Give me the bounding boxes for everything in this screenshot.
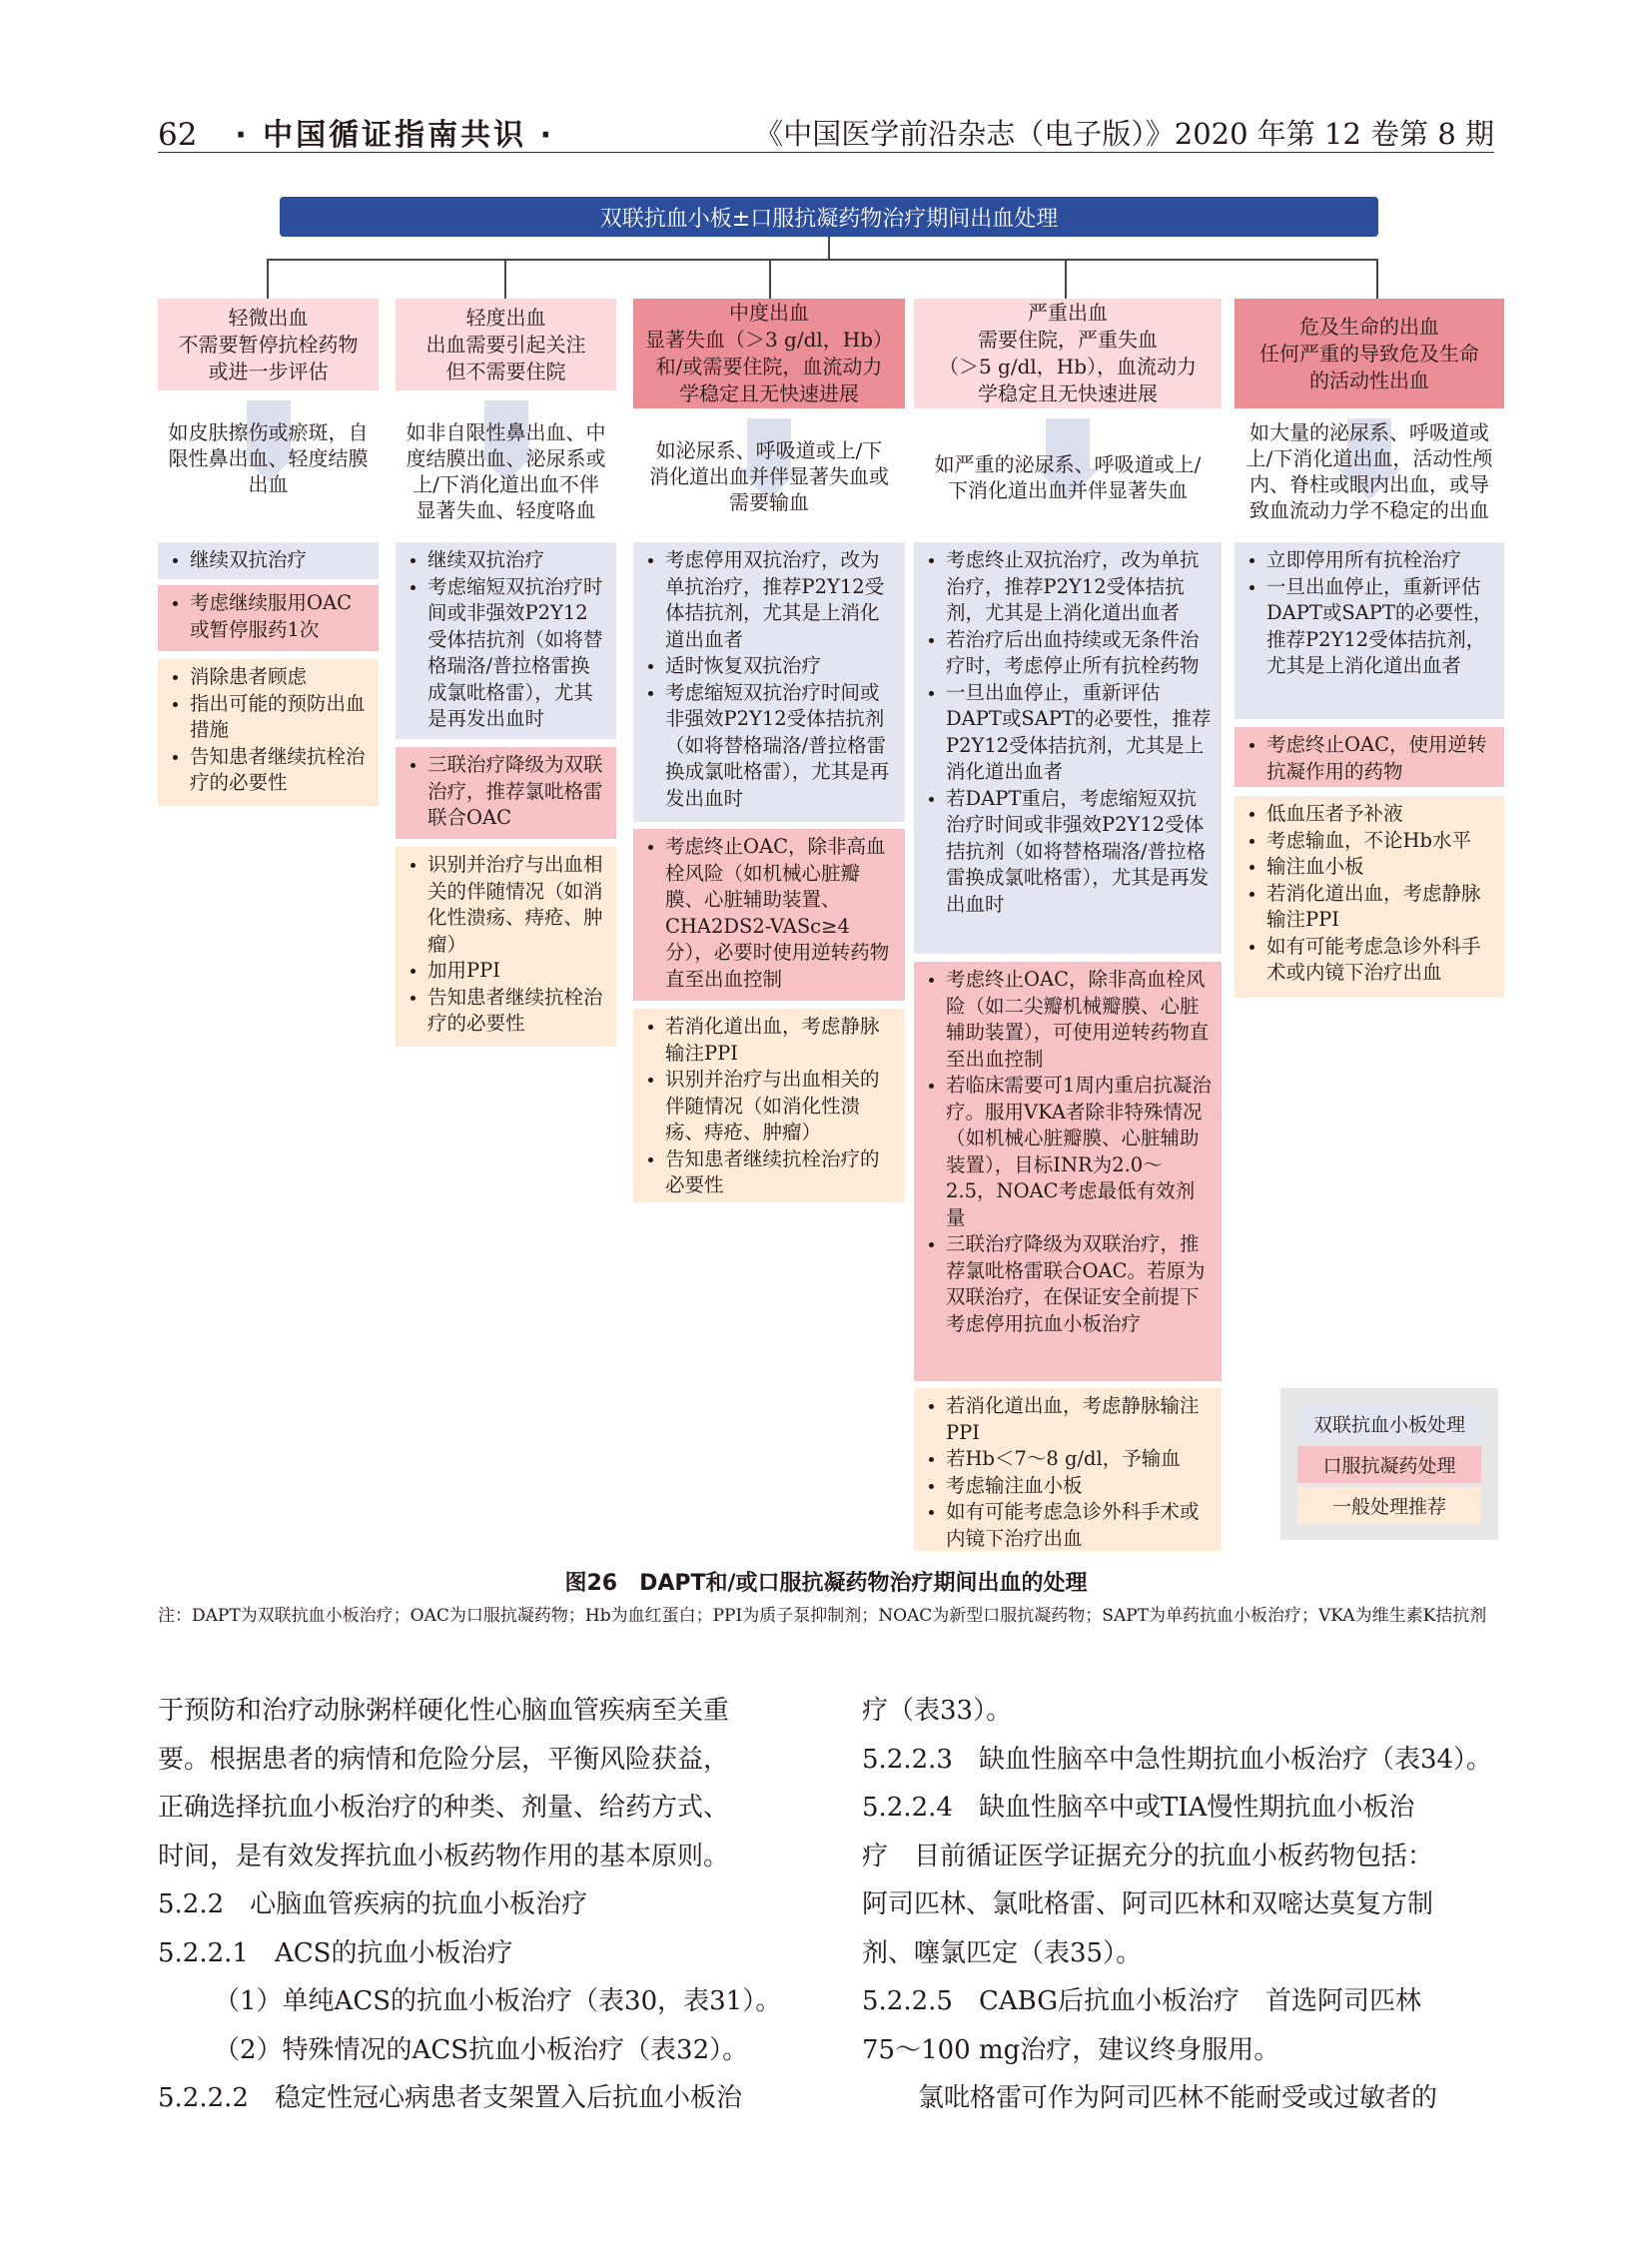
dapt-management-box xyxy=(1235,542,1504,719)
dapt-management-box xyxy=(633,542,905,822)
bleeding-examples-line: 内、脊柱或眼内出血，或导 xyxy=(1249,472,1489,496)
bleeding-examples-line: 致血流动力学不稳定的出血 xyxy=(1249,498,1489,522)
paragraph-line: 于预防和治疗动脉粥样硬化性心脑血管疾病至关重 xyxy=(158,1696,730,1726)
recommendation-item: • 若消化道出血，考虑静脉输注PPI xyxy=(665,1014,895,1067)
severity-title: 严重出血 xyxy=(1028,301,1108,325)
bleeding-examples-line: 消化道出血并伴显著失血或 xyxy=(649,464,889,488)
dapt-management-box xyxy=(158,542,379,579)
bleeding-examples-line: 上/下消化道出血，活动性颅 xyxy=(1245,446,1493,470)
recommendation-item: • 低血压者予补液 xyxy=(1266,801,1494,828)
recommendation-item: • 识别并治疗与出血相关的伴随情况（如消化性溃疡、痔疮、肿瘤） xyxy=(427,852,606,958)
oac-management-box xyxy=(914,962,1222,1381)
recommendation-item: • 输注血小板 xyxy=(1266,854,1494,881)
recommendation-item: • 考虑终止OAC，除非高血栓风险（如机械心脏瓣膜、心脏辅助装置、CHA2DS2-VASc≥4分），必要时使用逆转药物直至出血控制 xyxy=(665,834,895,993)
paragraph-line: 正确选择抗血小板治疗的种类、剂量、给药方式、 xyxy=(158,1793,730,1823)
journal-section: · 中国循证指南共识 · xyxy=(235,118,554,153)
severity-header-box xyxy=(914,299,1222,408)
body-right-column xyxy=(862,1687,1501,2123)
severity-title: 中度出血 xyxy=(729,301,809,325)
bleeding-examples-line: 限性鼻出血、轻度结膜 xyxy=(168,446,369,470)
bleeding-examples-line: 下消化道出血并伴显著失血 xyxy=(948,478,1188,502)
paragraph-line: （2）特殊情况的ACS抗血小板治疗（表32）。 xyxy=(214,2034,749,2065)
paragraph-line: 5.2.2.2 稳定性冠心病患者支架置入后抗血小板治 xyxy=(158,2083,742,2113)
general-recommendation-box xyxy=(396,847,616,1047)
paragraph-line: 氯吡格雷可作为阿司匹林不能耐受或过敏者的 xyxy=(918,2083,1438,2113)
paragraph-line: 5.2.2.4 缺血性脑卒中或TIA慢性期抗血小板治 xyxy=(862,1793,1415,1823)
severity-description-line: 任何严重的导致危及生命 xyxy=(1259,341,1479,366)
recommendation-item: • 三联治疗降级为双联治疗，推荐氯吡格雷联合OAC。若原为双联治疗，在保证安全前提下考虑停用抗血小板治疗 xyxy=(946,1231,1212,1337)
oac-management-box xyxy=(1235,727,1504,787)
recommendation-item: • 告知患者继续抗栓治疗的必要性 xyxy=(190,744,369,797)
bleeding-examples-line: 如严重的泌尿系、呼吸道或上/ xyxy=(934,452,1202,476)
recommendation-item: • 适时恢复双抗治疗 xyxy=(665,653,895,680)
recommendation-item: • 若消化道出血，考虑静脉输注PPI xyxy=(946,1393,1212,1446)
severity-title: 危及生命的出血 xyxy=(1299,314,1439,339)
severity-description-line: 的活动性出血 xyxy=(1309,368,1429,392)
bleeding-examples xyxy=(1229,419,1510,523)
header-rule xyxy=(158,152,1494,153)
recommendation-item: • 继续双抗治疗 xyxy=(427,547,606,574)
bleeding-examples-line: 上/下消化道出血不伴 xyxy=(413,472,599,496)
recommendation-item: • 考虑终止双抗治疗，改为单抗治疗，推荐P2Y12受体拮抗剂，尤其是上消化道出血者 xyxy=(946,547,1212,627)
legend xyxy=(1280,1388,1498,1540)
severity-description-line: 和/或需要住院，血流动力 xyxy=(655,355,883,378)
severity-header-box xyxy=(396,299,616,390)
oac-management-box xyxy=(396,747,616,839)
recommendation-item: • 考虑终止OAC，使用逆转抗凝作用的药物 xyxy=(1266,732,1494,785)
flowchart-title: 双联抗血小板±口服抗凝药物治疗期间出血处理 xyxy=(280,197,1378,237)
bleeding-examples-line: 如非自限性鼻出血、中 xyxy=(406,420,606,444)
recommendation-item: • 消除患者顾虑 xyxy=(190,664,369,691)
severity-description-line: 学稳定且无快速进展 xyxy=(679,381,859,405)
bleeding-examples-line: 显著失血、轻度咯血 xyxy=(415,498,596,522)
paragraph-line: 5.2.2.3 缺血性脑卒中急性期抗血小板治疗（表34）。 xyxy=(862,1744,1493,1775)
paragraph-line: 疗 目前循证医学证据充分的抗血小板药物包括： xyxy=(862,1841,1434,1871)
recommendation-item: • 考虑停用双抗治疗，改为单抗治疗，推荐P2Y12受体拮抗剂，尤其是上消化道出血者 xyxy=(665,547,895,653)
recommendation-item: • 如有可能考虑急诊外科手术或内镜下治疗出血 xyxy=(1266,934,1494,987)
bleeding-examples-line: 如大量的泌尿系、呼吸道或 xyxy=(1249,420,1489,444)
recommendation-item: • 告知患者继续抗栓治疗的必要性 xyxy=(427,985,606,1038)
recommendation-item: • 识别并治疗与出血相关的伴随情况（如消化性溃疡、痔疮、肿瘤） xyxy=(665,1067,895,1146)
recommendation-item: • 指出可能的预防出血措施 xyxy=(190,691,369,744)
oac-management-box xyxy=(158,585,379,651)
paragraph-line: 剂、噻氯匹定（表35）。 xyxy=(862,1937,1143,1968)
legend-oac: 口服抗凝药处理 xyxy=(1297,1446,1481,1483)
general-recommendation-box xyxy=(1235,796,1504,998)
severity-description-line: 需要住院，严重失血 xyxy=(978,328,1158,352)
oac-management-box xyxy=(633,829,905,1001)
legend-general: 一般处理推荐 xyxy=(1297,1487,1481,1524)
severity-description-line: 出血需要引起关注 xyxy=(425,332,586,357)
severity-description-line: 学稳定且无快速进展 xyxy=(978,381,1158,405)
recommendation-item: • 若Hb＜7～8 g/dl，予输血 xyxy=(946,1446,1212,1473)
bleeding-examples-line: 出血 xyxy=(248,472,289,496)
recommendation-item: • 考虑继续服用OAC或暂停服药1次 xyxy=(190,590,369,643)
paragraph-line: 75～100 mg治疗，建议终身服用。 xyxy=(862,2034,1280,2065)
general-recommendation-box xyxy=(914,1388,1222,1551)
bleeding-examples xyxy=(908,451,1228,503)
paragraph-line: 要。根据患者的病情和危险分层，平衡风险获益， xyxy=(158,1744,730,1775)
recommendation-item: • 告知患者继续抗栓治疗的必要性 xyxy=(665,1146,895,1199)
severity-description-line: 但不需要住院 xyxy=(445,359,566,383)
severity-header-box xyxy=(633,299,905,408)
recommendation-item: • 如有可能考虑急诊外科手术或内镜下治疗出血 xyxy=(946,1499,1212,1552)
general-recommendation-box xyxy=(158,659,379,806)
page-number: 62 xyxy=(158,117,198,153)
severity-title: 轻微出血 xyxy=(228,305,309,330)
recommendation-item: • 考虑输注血小板 xyxy=(946,1473,1212,1500)
severity-description-line: 不需要暂停抗栓药物 xyxy=(178,332,359,357)
general-recommendation-box xyxy=(633,1009,905,1202)
bleeding-examples-line: 如皮肤擦伤或瘀斑，自 xyxy=(168,420,369,444)
severity-description-line: （＞5 g/dl，Hb），血流动力 xyxy=(938,355,1198,378)
bleeding-examples xyxy=(627,437,911,515)
recommendation-item: • 三联治疗降级为双联治疗，推荐氯吡格雷联合OAC xyxy=(427,752,606,832)
dapt-management-box xyxy=(396,542,616,739)
journal-info: 《中国医学前沿杂志（电子版）》2020 年第 12 卷第 8 期 xyxy=(754,117,1494,151)
bleeding-examples-line: 如泌尿系、呼吸道或上/下 xyxy=(655,438,883,462)
recommendation-item: • 考虑输血，不论Hb水平 xyxy=(1266,828,1494,855)
dapt-management-box xyxy=(914,542,1222,954)
body-left-column xyxy=(158,1687,797,2123)
paragraph-line: 5.2.2.1 ACS的抗血小板治疗 xyxy=(158,1937,513,1968)
recommendation-item: • 一旦出血停止，重新评估DAPT或SAPT的必要性，推荐P2Y12受体拮抗剂，尤其是上消化道出血者 xyxy=(946,680,1212,786)
severity-description-line: 显著失血（＞3 g/dl，Hb） xyxy=(644,328,894,352)
severity-title: 轻度出血 xyxy=(465,305,546,330)
recommendation-item: • 若DAPT重启，考虑缩短双抗治疗时间或非强效P2Y12受体拮抗剂（如将替格瑞洛/普拉格雷换成氯吡格雷），尤其是再发出血时 xyxy=(946,786,1212,919)
severity-description-line: 或进一步评估 xyxy=(208,359,329,383)
severity-header-box xyxy=(1235,299,1504,408)
figure-note: 注：DAPT为双联抗血小板治疗；OAC为口服抗凝药物；Hb为血红蛋白；PPI为质子泵抑制剂；NOAC为新型口服抗凝药物；SAPT为单药抗血小板治疗；VKA为维生素K拮抗剂 xyxy=(158,1606,1487,1626)
recommendation-item: • 立即停用所有抗栓治疗 xyxy=(1266,547,1494,574)
severity-header-box xyxy=(158,299,379,390)
recommendation-item: • 考虑缩短双抗治疗时间或非强效P2Y12受体拮抗剂（如将替格瑞洛/普拉格雷换成氯吡格雷），尤其是再发出血时 xyxy=(665,680,895,813)
recommendation-item: • 继续双抗治疗 xyxy=(190,547,369,574)
running-header-left xyxy=(158,110,554,154)
paragraph-line: （1）单纯ACS的抗血小板治疗（表30，表31）。 xyxy=(214,1986,782,2016)
figure-caption: 图26 DAPT和/或口服抗凝药物治疗期间出血的处理 xyxy=(564,1571,1088,1596)
recommendation-item: • 考虑缩短双抗治疗时间或非强效P2Y12受体拮抗剂（如将替格瑞洛/普拉格雷换成氯吡格雷），尤其是再发出血时 xyxy=(427,574,606,733)
bleeding-examples-line: 需要输血 xyxy=(729,490,809,514)
paragraph-line: 5.2.2.5 CABG后抗血小板治疗 首选阿司匹林 xyxy=(862,1986,1421,2016)
paragraph-line: 时间，是有效发挥抗血小板药物作用的基本原则。 xyxy=(158,1841,730,1871)
recommendation-item: • 考虑终止OAC，除非高血栓风险（如二尖瓣机械瓣膜、心脏辅助装置），可使用逆转药物直至出血控制 xyxy=(946,967,1212,1073)
bleeding-examples xyxy=(152,419,385,497)
bleeding-examples-line: 度结膜出血、泌尿系或 xyxy=(406,446,606,470)
legend-dapt: 双联抗血小板处理 xyxy=(1297,1405,1481,1442)
recommendation-item: • 加用PPI xyxy=(427,958,606,985)
bleeding-examples xyxy=(390,419,622,523)
paragraph-line: 5.2.2 心脑血管疾病的抗血小板治疗 xyxy=(158,1889,588,1919)
recommendation-item: • 一旦出血停止，重新评估DAPT或SAPT的必要性，推荐P2Y12受体拮抗剂，尤其是上消化道出血者 xyxy=(1266,574,1494,680)
recommendation-item: • 若治疗后出血持续或无条件治疗时，考虑停止所有抗栓药物 xyxy=(946,627,1212,680)
paragraph-line: 阿司匹林、氯吡格雷、阿司匹林和双嘧达莫复方制 xyxy=(862,1889,1434,1919)
paragraph-line: 疗（表33）。 xyxy=(862,1696,1013,1726)
recommendation-item: • 若消化道出血，考虑静脉输注PPI xyxy=(1266,881,1494,934)
recommendation-item: • 若临床需要可1周内重启抗凝治疗。服用VKA者除非特殊情况（如机械心脏瓣膜、心脏辅助装置），目标INR为2.0～2.5，NOAC考虑最低有效剂量 xyxy=(946,1073,1212,1231)
